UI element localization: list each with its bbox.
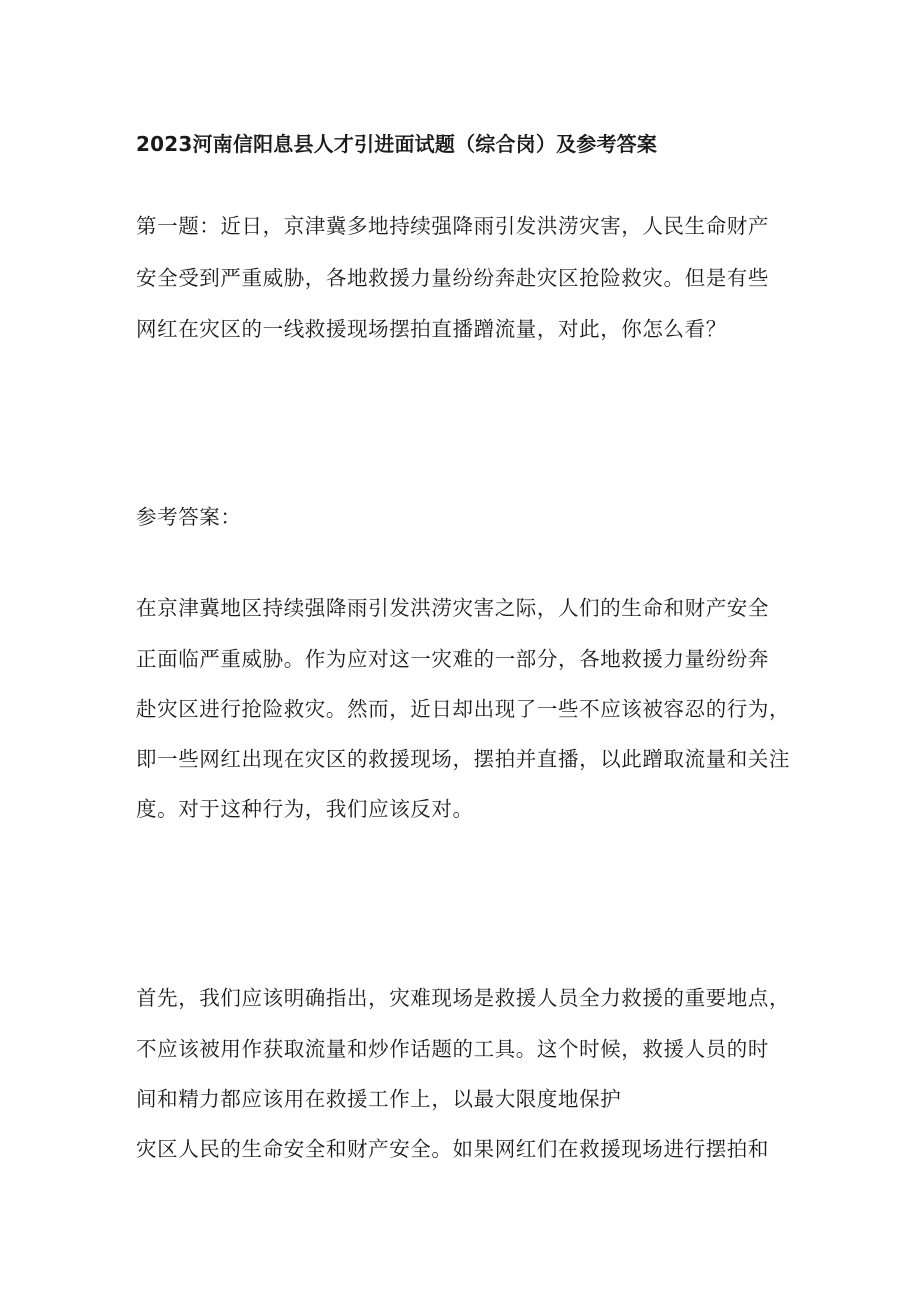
paragraph2-line-2: 不应该被用作获取流量和炒作话题的工具。这个时候，救援人员的时 bbox=[136, 1037, 769, 1061]
paragraph2-line-1: 首先，我们应该明确指出，灾难现场是救援人员全力救援的重要地点， bbox=[136, 986, 791, 1010]
paragraph1-line-3: 赴灾区进行抢险救灾。然而，近日却出现了一些不应该被容忍的行为， bbox=[136, 697, 791, 721]
document-title: 2023河南信阳息县人才引进面试题（综合岗）及参考答案 bbox=[136, 132, 658, 156]
paragraph1-line-1: 在京津冀地区持续强降雨引发洪涝灾害之际，人们的生命和财产安全 bbox=[136, 596, 769, 620]
paragraph1-line-5: 度。对于这种行为，我们应该反对。 bbox=[136, 797, 474, 821]
paragraph2-line-3: 间和精力都应该用在救援工作上，以最大限度地保护 bbox=[136, 1087, 622, 1111]
question-line-2: 安全受到严重威胁，各地救援力量纷纷奔赴灾区抢险救灾。但是有些 bbox=[136, 266, 769, 290]
paragraph1-line-2: 正面临严重威胁。作为应对这一灾难的一部分，各地救援力量纷纷奔 bbox=[136, 647, 769, 671]
question-line-1: 第一题：近日，京津冀多地持续强降雨引发洪涝灾害，人民生命财产 bbox=[136, 214, 769, 238]
paragraph1-line-4: 即一些网红出现在灾区的救援现场，摆拍并直播，以此蹭取流量和关注 bbox=[136, 747, 791, 771]
question-line-3: 网红在灾区的一线救援现场摆拍直播蹭流量，对此，你怎么看？ bbox=[136, 317, 727, 341]
paragraph2-line-4: 灾区人民的生命安全和财产安全。如果网红们在救援现场进行摆拍和 bbox=[136, 1137, 769, 1161]
answer-label: 参考答案： bbox=[136, 505, 242, 529]
